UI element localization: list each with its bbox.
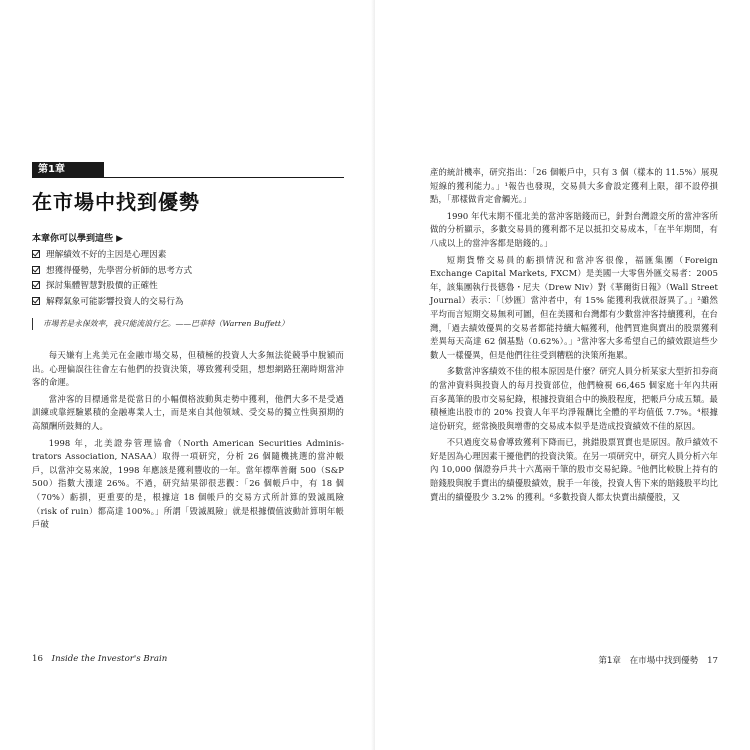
checkbox-icon — [32, 281, 40, 289]
paragraph: 當沖客的目標通常是從當日的小幅價格波動與走勢中獲利，他們大多不是受過訓練或靠經驗累積的金融專業人士，而是來自其他領域、受交易的獨立性與預期的高額酬所鼓舞的人。 — [32, 393, 344, 431]
page-footer-right — [598, 654, 718, 666]
chapter-title: 在市場中找到優勢 — [32, 190, 200, 214]
learn-item: 理解績效不好的主因是心理因素 — [32, 248, 192, 264]
paragraph: 1998 年，北美證券管理協會（North American Securities Adminis-trators Association, NASAA）取得一項研究，分析 26 個隨機挑選的當沖帳戶，以當沖交易來說，1998 年應該是獲利豐收的一年。當年標準普爾 500（S&P 500）指數大漲達 26%。不過，研究結果卻很悲觀：「26 個帳戶中，有 18 個（70%）虧損，更重要的是，根據這 18 個帳戶的交易方式所計算的毀滅風險（risk of ruin）都高達 100%。」所謂「毀滅風險」就是根據價值波動計算明年帳戶破 — [32, 437, 344, 530]
paragraph: 多數當沖客績效不佳的根本原因是什麼？研究人員分析某家大型折扣券商的當沖資料與投資人的每月投資部位，他們檢視 66,465 個家庭十年內共兩百多萬筆的股市交易紀錄，根據投資組合中的換股程度，把帳戶分成五類。最積極進出股市的 20% 投資人年平均淨報酬比全體的平均值低 7.7%。⁴根據這份研究，經常換股與增帶的交易成本似乎是造成投資績效不佳的原因。 — [430, 366, 718, 431]
learn-item: 想獲得優勢，先學習分析師的思考方式 — [32, 264, 192, 280]
epigraph-quote: 市場若是永保效率，我只能流浪行乞。——巴菲特（Warren Buffett） — [32, 318, 344, 330]
paragraph: 1990 年代末期不僅北美的當沖客賠錢而已，針對台灣證交所的當沖客所做的分析顯示，多數交易員的獲利都不足以抵扣交易成本，「在半年期間，有八成以上的當沖客都是賠錢的。」 — [430, 210, 718, 248]
book-title: Inside the Investor's Brain — [51, 654, 168, 664]
learn-list — [32, 248, 192, 310]
page-footer-left — [32, 654, 167, 664]
learn-item: 解釋氣象可能影響投資人的交易行為 — [32, 295, 192, 311]
paragraph: 不只過度交易會導致獲利下降而已，挑錯股票買賣也是原因。散戶績效不好是因為心理因素干擾他們的投資決策。在另一項研究中，研究人員分析六年內 10,000 個證券戶共十六萬兩千筆的股市交易紀錄。⁵他們比較脫上持有的賠錢股與脫手賣出的績優股績效，脫手一年後，投資人售下來的賠錢股平均比賣出的績優股少 3.2% 的獲利。⁶多數投資人都太快賣出績優股，又 — [430, 437, 718, 502]
chapter-running-head: 第1章 在市場中找到優勢 — [598, 656, 699, 666]
page-number: 17 — [707, 656, 718, 666]
paragraph: 短期貨幣交易員的虧損情況和當沖客很像，福匯集團（Foreign Exchange Capital Markets, FXCM）是美國一大零售外匯交易者：2005 年，該集團執行長德魯・尼夫（Drew Niv）對《華爾街日報》（Wall Street Journal）表示：「〔炒匯〕當沖者中，有 15% 能獲利我就很訝異了。」²雖然平均而言短期交易無利可圖，但在美國和台灣都有少數當沖客持續獲利，在台灣，「過去績效優異的交易者都能持續大幅獲利，他們買進與賣出的股票獲利差異每天高達 62 個基點（0.62%）。」³當沖客大多希望自己的績效跟這些少數人一樣優異，但是他們往往受到糟糕的決策所拖累。 — [430, 254, 718, 360]
paragraph: 產的統計機率，研究指出：「26 個帳戶中，只有 3 個（樣本的 11.5%）展現短線的獲利能力。」¹報告也發現，交易員大多會設定獲利上限，卻不設停損點，「那樣做肯定會觸光。」 — [430, 167, 718, 205]
chapter-rule — [104, 177, 344, 178]
checkbox-icon — [32, 250, 40, 258]
body-text-right — [430, 166, 718, 504]
learn-item: 探討集體智慧對股價的正確性 — [32, 279, 192, 295]
page-number: 16 — [32, 654, 43, 664]
learn-heading: 本章你可以學到這些 ▶ — [32, 234, 124, 244]
paragraph: 每天嫌有上兆美元在金融市場交易，但積極的投資人大多無法從競爭中脫穎而出。心理偏誤往往會左右他們的投資決策，導致獲利受阻，想想網路狂潮時期當沖客的命運。 — [32, 350, 344, 388]
checkbox-icon — [32, 266, 40, 274]
checkbox-icon — [32, 297, 40, 305]
chapter-label: 第1章 — [32, 162, 104, 178]
body-text-left — [32, 349, 344, 532]
